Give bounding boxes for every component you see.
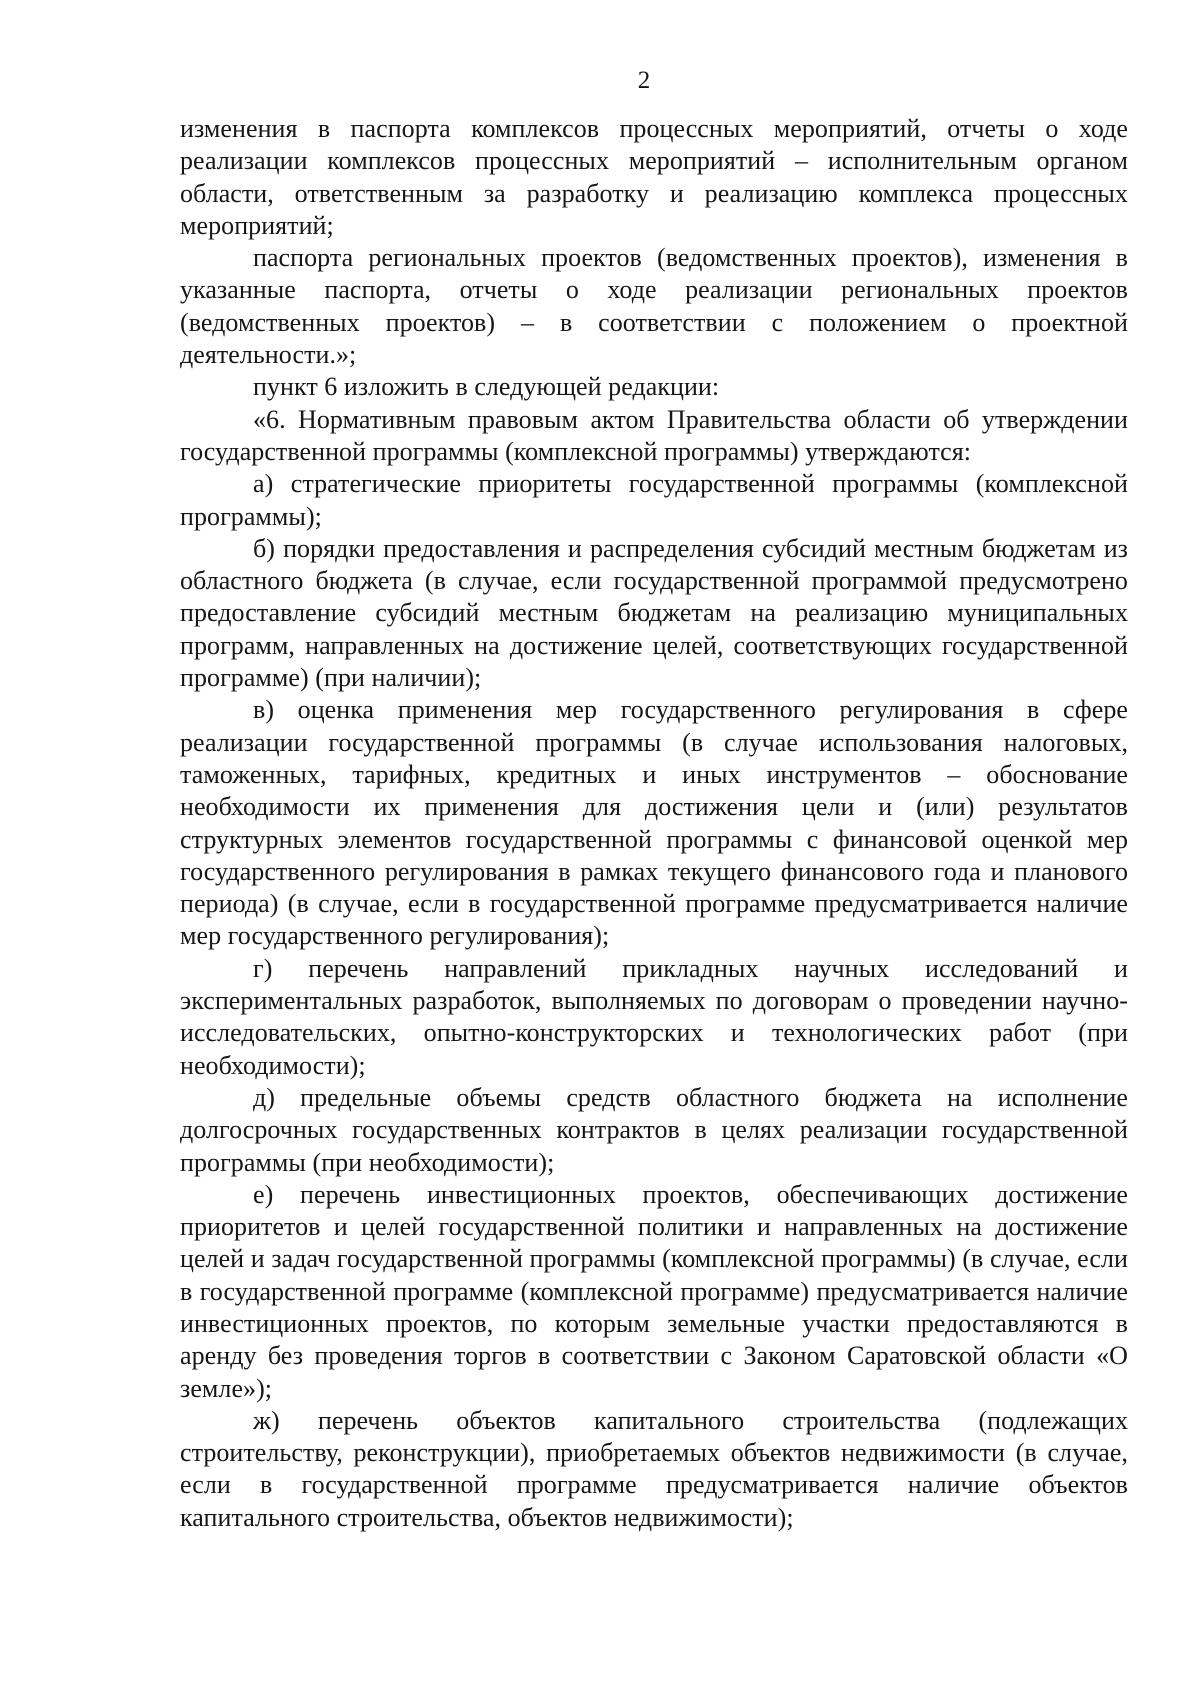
paragraph-subitem-zh: ж) перечень объектов капитального строительства (подлежащих строительству, реконструкции), приобретаемых объектов недвижимости (в случае, если в государственной программе предусматривается наличие объектов капитального строительства, объектов недвижимости); [180,1405,1128,1532]
paragraph-item-6: «6. Нормативным правовым актом Правительства области об утверждении государственной программы (комплексной программы) утверждаются: [180,404,1128,466]
paragraph-subitem-b: б) порядки предоставления и распределения субсидий местным бюджетам из областного бюджета (в случае, если государственной программой предусмотрено предоставление субсидий местным бюджетам на реализацию муниципальных программ, направленных на достижение целей, соответствующих государственной программе) (при наличии); [180,533,1128,693]
paragraph-subitem-d: д) предельные объемы средств областного бюджета на исполнение долгосрочных государственных контрактов в целях реализации государственной программы (при необходимости); [180,1082,1128,1177]
paragraph-subitem-a: а) стратегические приоритеты государственной программы (комплексной программы); [180,469,1128,531]
paragraph-continuation: изменения в паспорта комплексов процессных мероприятий, отчеты о ходе реализации комплексов процессных мероприятий – исполнительным органом области, ответственным за разработку и реализацию комплекса процессных мероприятий; [180,114,1128,240]
paragraph-subitem-e: е) перечень инвестиционных проектов, обеспечивающих достижение приоритетов и целей государственной политики и направленных на достижение целей и задач государственной программы (комплексной программы) (в случае, если в государственной программе (комплексной программе) предусматривается наличие инвестиционных проектов, по которым земельные участки предоставляются в аренду без проведения торгов в соответствии с Законом Саратовской области «О земле»); [180,1179,1128,1403]
paragraph-item-6-intro: пункт 6 изложить в следующей редакции: [253,372,720,402]
paragraph-subitem-g: г) перечень направлений прикладных научных исследований и экспериментальных разработок, выполняемых по договорам о проведении научно-исследовательских, опытно-конструкторских и технологических работ (при необходимости); [180,953,1128,1080]
paragraph-regional-projects: паспорта региональных проектов (ведомственных проектов), изменения в указанные паспорта, отчеты о ходе реализации региональных проектов (ведомственных проектов) – в соответствии с положением о проектной деятельности.»; [180,243,1128,370]
paragraph-subitem-v: в) оценка применения мер государственного регулирования в сфере реализации государственной программы (в случае использования налоговых, таможенных, тарифных, кредитных и иных инструментов – обоснование необходимости их применения для достижения цели и (или) результатов структурных элементов государственной программы с финансовой оценкой мер государственного регулирования в рамках текущего финансового года и планового периода) (в случае, если в государственной программе предусматривается наличие мер государственного регулирования); [180,695,1128,951]
document-body [180,113,1128,1534]
page-number: 2 [637,67,651,94]
